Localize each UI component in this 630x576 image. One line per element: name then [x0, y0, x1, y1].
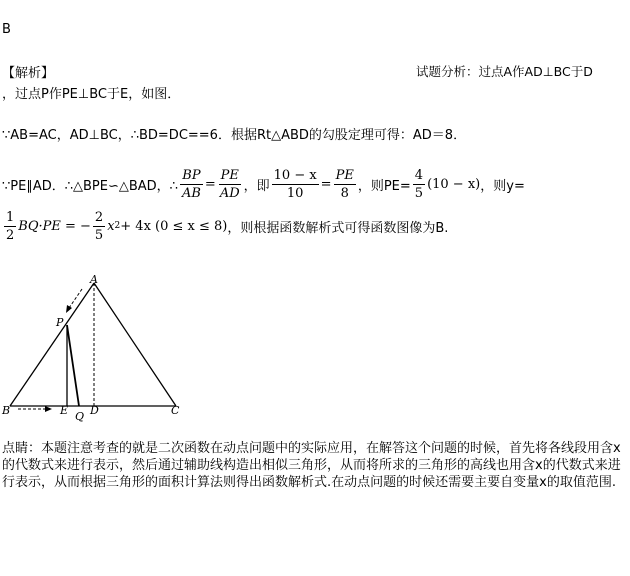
line4-prefix: ∵PE∥AD．∴△BPE∽△BAD，∴: [2, 178, 178, 194]
label-p: P: [56, 316, 64, 329]
comment-paragraph: 点睛：本题注意考查的就是二次函数在动点问题中的实际应用，在解答这个问题的时候，首先将各线段用含x的代数式来进行表示，然后通过辅助线构造出相似三角形，从而将所求的三角形的高线也用含x的代数式来进行表示，从而根据三角形的面积计算法则得出函数解析式.在动点问题的时候还需要主要自变量x的取值范围.: [2, 441, 621, 490]
line4-expr: (10 − x): [427, 176, 481, 192]
label-e: E: [60, 404, 69, 417]
analysis-line-4: [2, 164, 525, 204]
label-a: A: [90, 273, 98, 286]
line4-then-pe: ，则PE=: [357, 178, 411, 194]
line4-then-y: ，则y=: [480, 178, 525, 194]
line5-expr2: x: [107, 218, 115, 234]
analysis-heading: 【解析】: [2, 66, 55, 81]
label-b: B: [2, 404, 11, 417]
segment-pq: [67, 325, 79, 406]
line5-expr1: BQ·PE = −: [18, 218, 91, 234]
equals-sign: =: [204, 176, 216, 192]
analysis-line-2: ，过点P作PE⊥BC于E，如图．: [2, 87, 181, 102]
side-ac: [94, 283, 176, 406]
fraction-pe-8: $\frac{PE}{8}$: [335, 167, 354, 201]
equals-sign-2: =: [320, 176, 332, 192]
line4-mid: ，即: [243, 178, 270, 194]
fraction-10-minus-x: $\frac{10 - x}{10}$: [273, 167, 317, 201]
arrow-ap-head: [66, 305, 72, 313]
analysis-line-5: [2, 206, 448, 246]
fraction-pe-ad: $\frac{PE}{AD}$: [219, 167, 240, 201]
answer-letter: B: [2, 22, 11, 37]
arrow-bq-head: [45, 406, 52, 412]
fraction-2-5: $\frac{2}{5}$: [94, 209, 104, 243]
fraction-1-2: $\frac{1}{2}$: [6, 209, 15, 243]
line5-expr3: + 4x (0 ≤ x ≤ 8): [120, 218, 228, 234]
analysis-line-3: ∵AB=AC，AD⊥BC，∴BD=DC==6．根据Rt△ABD的勾股定理可得：AD＝8．: [2, 128, 467, 143]
label-q: Q: [75, 410, 85, 422]
fraction-4-5: $\frac{4}{5}$: [414, 167, 424, 201]
fraction-bp-ab: $\frac{BP}{AB}$: [181, 167, 201, 201]
analysis-intro: 试题分析：过点A作AD⊥BC于D: [416, 64, 593, 79]
line5-exponent: 2: [114, 221, 121, 231]
label-c: C: [171, 404, 180, 417]
line5-conclusion: ，则根据函数解析式可得函数图像为B.: [227, 220, 449, 236]
triangle-figure: [0, 272, 190, 422]
side-ab: [10, 283, 94, 406]
arrow-ap: [69, 289, 82, 308]
label-d: D: [90, 404, 99, 417]
